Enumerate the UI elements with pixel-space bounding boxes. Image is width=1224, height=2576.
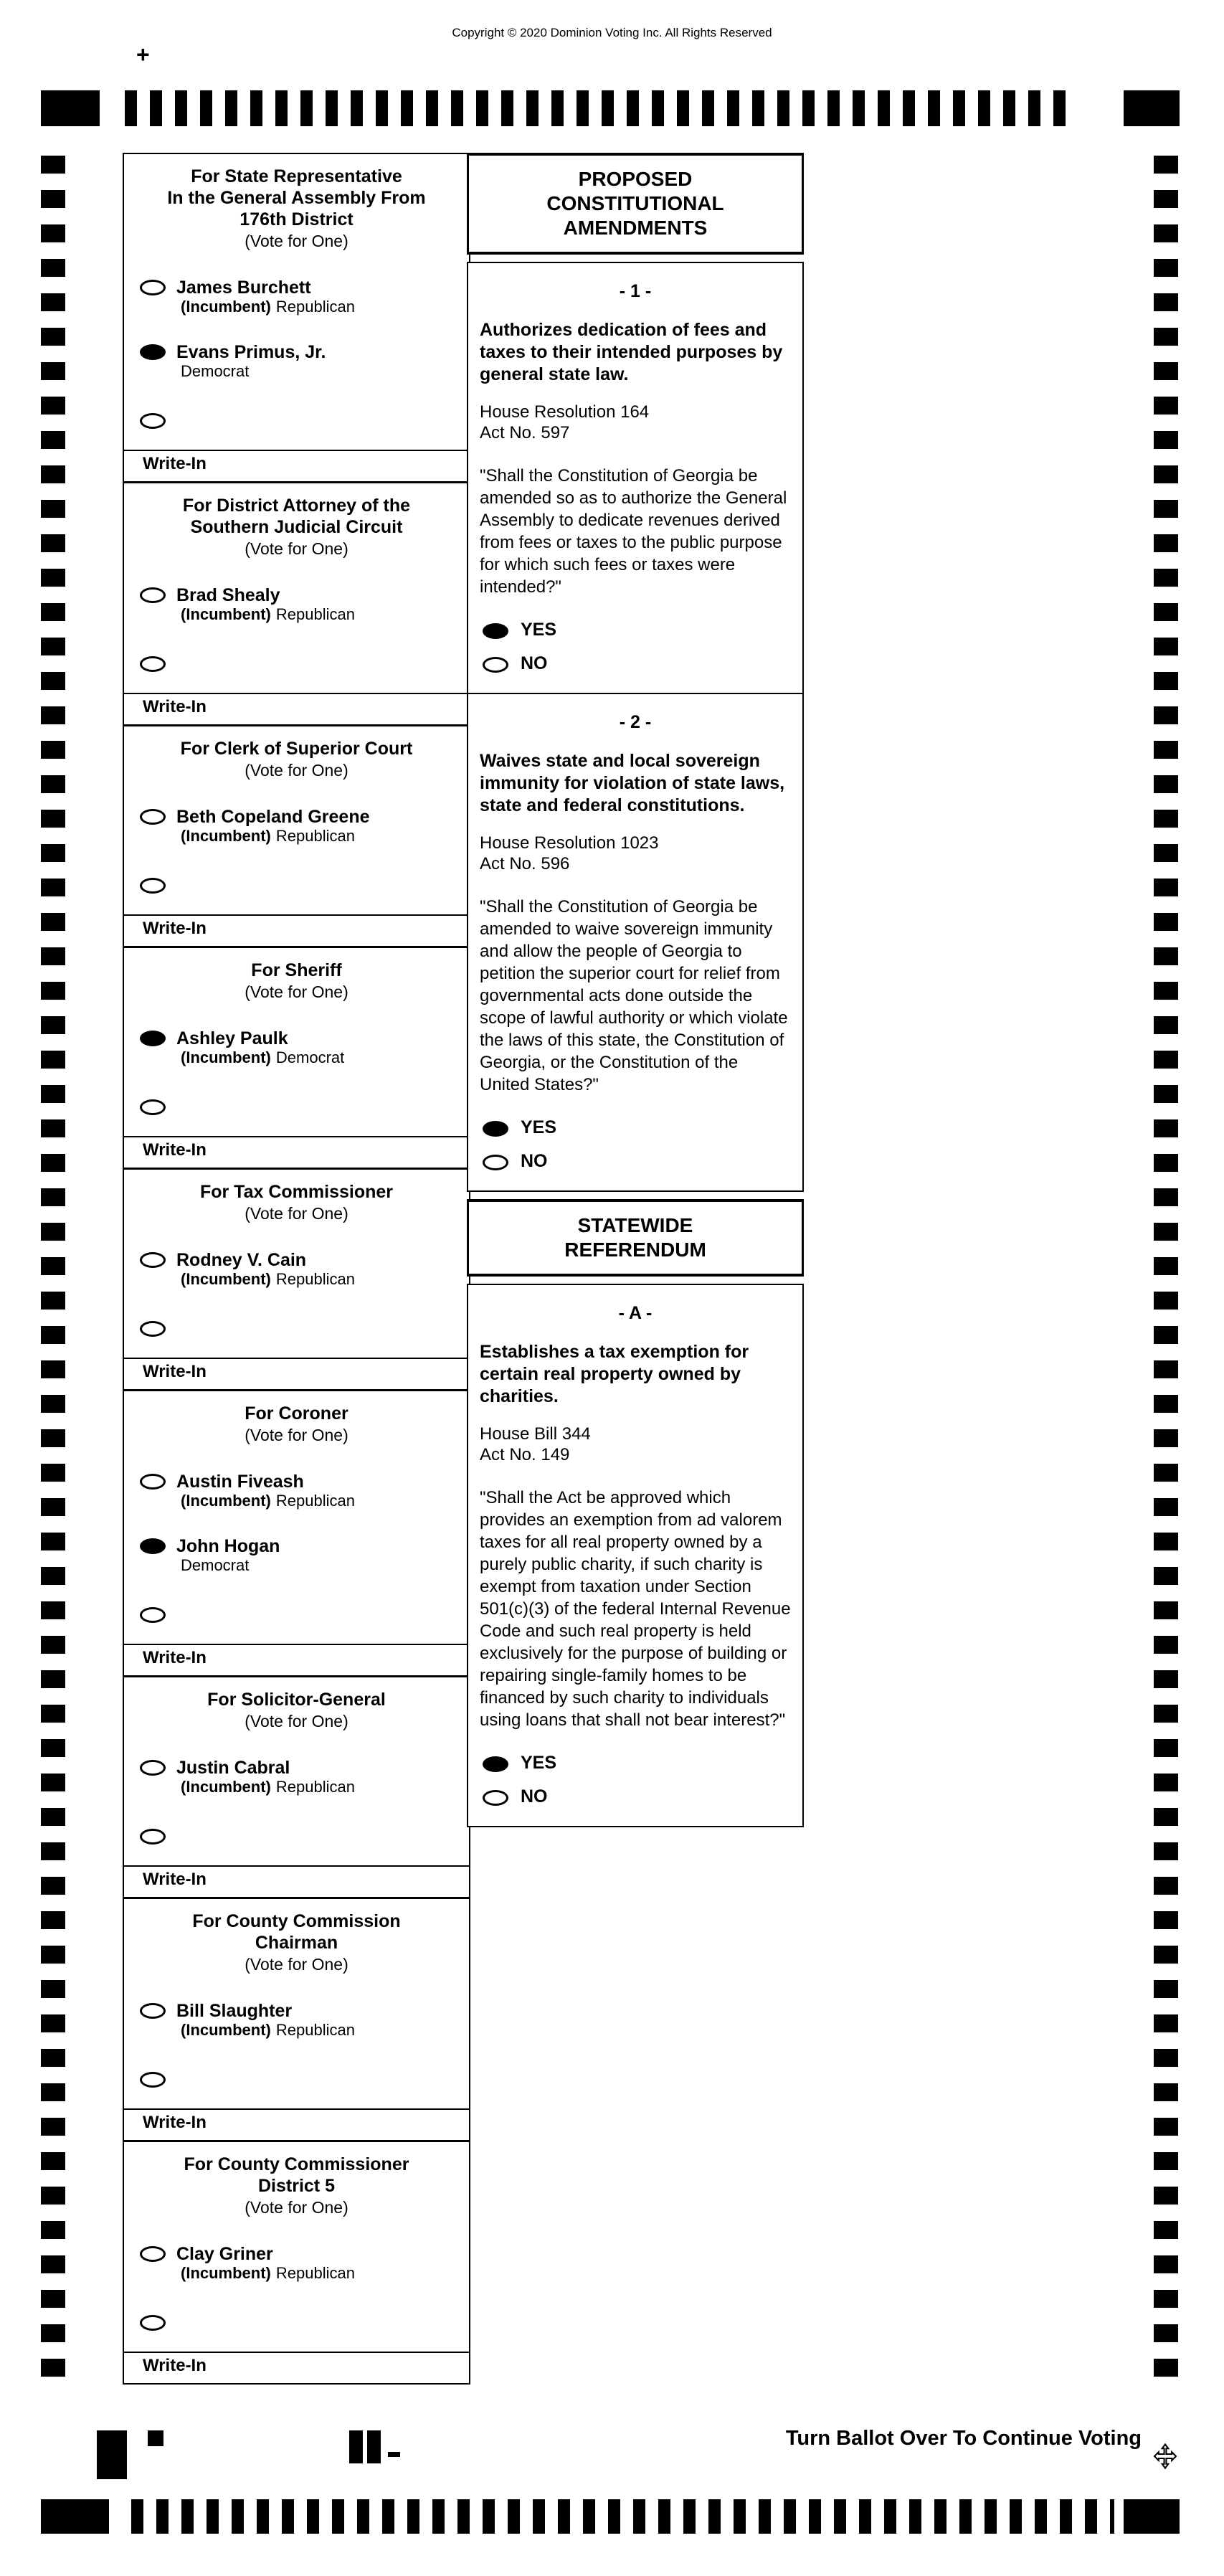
yes-label: YES bbox=[521, 1117, 557, 1137]
orientation-mark-bar bbox=[349, 2430, 363, 2463]
write-in-option[interactable] bbox=[140, 1827, 456, 1847]
candidate-evans-primus-jr[interactable] bbox=[140, 342, 456, 381]
vote-bubble[interactable] bbox=[140, 1099, 166, 1115]
measure-summary: Waives state and local sovereign immunity for violation of state laws, state and federal constitutions. bbox=[480, 751, 785, 815]
referendum-header: STATEWIDE REFERENDUM bbox=[467, 1199, 804, 1277]
candidate-clay-griner[interactable] bbox=[140, 2244, 456, 2283]
no-option[interactable] bbox=[480, 1151, 791, 1172]
amendments-box bbox=[467, 262, 804, 1192]
yes-option[interactable] bbox=[480, 620, 791, 640]
amendment-2-section bbox=[468, 694, 802, 1190]
write-in-label: Write-In bbox=[143, 919, 207, 938]
contest-title: For County Commissioner District 5 bbox=[184, 2154, 409, 2196]
orientation-mark-bar bbox=[367, 2430, 381, 2463]
candidate-brad-shealy[interactable] bbox=[140, 585, 456, 624]
orientation-mark-square bbox=[148, 2430, 163, 2446]
vote-bubble[interactable] bbox=[140, 1607, 166, 1623]
yes-option[interactable] bbox=[480, 1117, 791, 1138]
vote-bubble[interactable] bbox=[140, 1321, 166, 1337]
timing-marks-right bbox=[1154, 156, 1178, 2377]
contest-title: For District Attorney of the Southern Judicial Circuit bbox=[182, 496, 411, 537]
timing-mark-block-top-right bbox=[1124, 90, 1180, 126]
candidate-name: Brad Shealy bbox=[176, 585, 280, 605]
vote-for-instruction: (Vote for One) bbox=[245, 2198, 348, 2217]
candidate-austin-fiveash[interactable] bbox=[140, 1472, 456, 1510]
vote-bubble[interactable] bbox=[140, 2315, 166, 2331]
measure-summary: Establishes a tax exemption for certain real property owned by charities. bbox=[480, 1342, 749, 1406]
measure-summary: Authorizes dedication of fees and taxes to their intended purposes by general state law. bbox=[480, 320, 783, 384]
contest-title: For Clerk of Superior Court bbox=[180, 739, 413, 759]
vote-for-instruction: (Vote for One) bbox=[245, 1712, 348, 1730]
no-option[interactable] bbox=[480, 1786, 791, 1807]
yes-label: YES bbox=[521, 1753, 557, 1773]
vote-bubble[interactable] bbox=[140, 656, 166, 672]
candidate-party: (Incumbent) Democrat bbox=[181, 1048, 345, 1066]
measure-reference: Act No. 596 bbox=[480, 854, 570, 873]
write-in-label: Write-In bbox=[143, 454, 207, 473]
write-in-option[interactable] bbox=[140, 2070, 456, 2090]
candidate-rodney-v-cain[interactable] bbox=[140, 1250, 456, 1289]
contest-clerk-superior-court bbox=[124, 726, 469, 948]
candidate-party: (Incumbent) Republican bbox=[181, 1492, 355, 1510]
candidate-party: (Incumbent) Republican bbox=[181, 2264, 355, 2282]
orientation-mark-dash bbox=[388, 2452, 400, 2457]
orientation-mark-bar bbox=[97, 2430, 127, 2479]
candidate-name: Beth Copeland Greene bbox=[176, 807, 370, 827]
amendments-header: PROPOSED CONSTITUTIONAL AMENDMENTS bbox=[467, 153, 804, 255]
candidate-party: (Incumbent) Republican bbox=[181, 605, 355, 623]
yes-option[interactable] bbox=[480, 1753, 791, 1774]
candidate-party: (Incumbent) Republican bbox=[181, 1270, 355, 1288]
no-label: NO bbox=[521, 1151, 548, 1171]
contest-title: For Coroner bbox=[245, 1403, 348, 1424]
candidate-party: Democrat bbox=[181, 1556, 250, 1574]
timing-mark-block-top-left bbox=[41, 90, 100, 126]
vote-bubble[interactable] bbox=[140, 809, 166, 825]
vote-bubble[interactable] bbox=[140, 2246, 166, 2262]
candidate-name: Rodney V. Cain bbox=[176, 1250, 307, 1270]
vote-bubble[interactable] bbox=[140, 344, 166, 360]
candidate-party: (Incumbent) Republican bbox=[181, 298, 355, 316]
measure-number: - A - bbox=[618, 1303, 653, 1323]
candidate-beth-copeland-greene[interactable] bbox=[140, 807, 456, 846]
vote-bubble[interactable] bbox=[140, 1760, 166, 1776]
measure-reference: House Bill 344 bbox=[480, 1424, 591, 1444]
yes-label: YES bbox=[521, 620, 557, 640]
candidate-party: Democrat bbox=[181, 362, 250, 380]
vote-bubble[interactable] bbox=[140, 878, 166, 894]
contest-solicitor-general bbox=[124, 1677, 469, 1899]
measures-column bbox=[467, 153, 804, 1834]
timing-marks-left bbox=[41, 156, 65, 2377]
copyright-line: Copyright © 2020 Dominion Voting Inc. All Rights Reserved bbox=[452, 26, 772, 39]
measure-reference: House Resolution 1023 bbox=[480, 833, 659, 853]
contest-title: For Sheriff bbox=[251, 960, 342, 980]
yes-bubble[interactable] bbox=[483, 1121, 508, 1137]
candidate-party: (Incumbent) Republican bbox=[181, 827, 355, 845]
vote-bubble[interactable] bbox=[140, 280, 166, 295]
move-crosshair-icon bbox=[1152, 2443, 1179, 2473]
write-in-option[interactable] bbox=[140, 876, 456, 896]
measure-question: "Shall the Constitution of Georgia be amended so as to authorize the General Assembly to dedicate revenues derived from fees or taxes to the public purpose for which such fees or taxes were intended?" bbox=[480, 466, 787, 597]
vote-bubble[interactable] bbox=[140, 1031, 166, 1046]
vote-bubble[interactable] bbox=[140, 1829, 166, 1845]
contest-coroner bbox=[124, 1391, 469, 1677]
vote-for-instruction: (Vote for One) bbox=[245, 1204, 348, 1223]
candidate-name: Clay Griner bbox=[176, 2244, 273, 2264]
candidate-party: (Incumbent) Republican bbox=[181, 1778, 355, 1796]
write-in-option[interactable] bbox=[140, 1319, 456, 1339]
vote-for-instruction: (Vote for One) bbox=[245, 232, 348, 250]
candidate-name: James Burchett bbox=[176, 278, 311, 298]
write-in-label: Write-In bbox=[143, 2356, 207, 2375]
timing-mark-block-bottom-right bbox=[1124, 2499, 1180, 2534]
contest-county-commissioner-district-5 bbox=[124, 2142, 469, 2383]
candidate-name: Evans Primus, Jr. bbox=[176, 342, 326, 362]
write-in-option[interactable] bbox=[140, 411, 456, 431]
no-label: NO bbox=[521, 653, 548, 673]
timing-marks-top bbox=[125, 90, 1076, 126]
measure-number: - 1 - bbox=[619, 281, 652, 301]
vote-bubble[interactable] bbox=[140, 1474, 166, 1490]
vote-for-instruction: (Vote for One) bbox=[245, 982, 348, 1001]
candidate-ashley-paulk[interactable] bbox=[140, 1028, 456, 1067]
contest-title: For County Commission Chairman bbox=[192, 1911, 401, 1953]
amendment-1-section bbox=[468, 263, 802, 694]
vote-bubble[interactable] bbox=[140, 2072, 166, 2088]
timing-mark-block-bottom-left bbox=[41, 2499, 109, 2534]
candidate-james-burchett[interactable] bbox=[140, 278, 456, 316]
contest-state-representative bbox=[124, 154, 469, 483]
vote-bubble[interactable] bbox=[140, 1538, 166, 1554]
contest-sheriff bbox=[124, 948, 469, 1170]
no-bubble[interactable] bbox=[483, 657, 508, 673]
turn-ballot-over-text: Turn Ballot Over To Continue Voting bbox=[785, 2427, 1142, 2450]
write-in-option[interactable] bbox=[140, 1097, 456, 1117]
contest-title: For Tax Commissioner bbox=[199, 1182, 394, 1202]
vote-for-instruction: (Vote for One) bbox=[245, 761, 348, 780]
candidate-name: Justin Cabral bbox=[176, 1758, 290, 1778]
referendum-a-section bbox=[468, 1285, 802, 1826]
yes-bubble[interactable] bbox=[483, 1756, 508, 1772]
yes-bubble[interactable] bbox=[483, 623, 508, 639]
candidate-name: Bill Slaughter bbox=[176, 2001, 293, 2021]
vote-for-instruction: (Vote for One) bbox=[245, 539, 348, 558]
referendum-box bbox=[467, 1284, 804, 1827]
candidate-name: John Hogan bbox=[176, 1536, 280, 1556]
vote-bubble[interactable] bbox=[140, 587, 166, 603]
contest-district-attorney bbox=[124, 483, 469, 726]
write-in-option[interactable] bbox=[140, 1605, 456, 1625]
measure-reference: House Resolution 164 bbox=[480, 402, 650, 422]
no-label: NO bbox=[521, 1786, 548, 1806]
contest-county-commission-chairman bbox=[124, 1899, 469, 2142]
measure-reference: Act No. 597 bbox=[480, 423, 570, 442]
vote-for-instruction: (Vote for One) bbox=[245, 1426, 348, 1444]
candidate-name: Ashley Paulk bbox=[176, 1028, 288, 1048]
write-in-label: Write-In bbox=[143, 2113, 207, 2132]
contests-column bbox=[123, 153, 470, 2385]
contest-tax-commissioner bbox=[124, 1170, 469, 1391]
measure-reference: Act No. 149 bbox=[480, 1445, 570, 1464]
candidate-john-hogan[interactable] bbox=[140, 1536, 456, 1575]
candidate-party: (Incumbent) Republican bbox=[181, 2021, 355, 2039]
timing-marks-bottom bbox=[131, 2499, 1114, 2534]
no-bubble[interactable] bbox=[483, 1155, 508, 1170]
write-in-label: Write-In bbox=[143, 1648, 207, 1667]
measure-number: - 2 - bbox=[619, 712, 652, 732]
vote-for-instruction: (Vote for One) bbox=[245, 1955, 348, 1974]
candidate-justin-cabral[interactable] bbox=[140, 1758, 456, 1796]
vote-bubble[interactable] bbox=[140, 1252, 166, 1268]
candidate-name: Austin Fiveash bbox=[176, 1472, 304, 1492]
write-in-label: Write-In bbox=[143, 697, 207, 716]
write-in-label: Write-In bbox=[143, 1870, 207, 1889]
measure-question: "Shall the Constitution of Georgia be amended to waive sovereign immunity and allow the people of Georgia to petition the superior court for relief from governmental acts done outside the scope of lawful authority or which violate the laws of this state, the Constitution of Georgia, or the Constitution of the United States?" bbox=[480, 897, 788, 1094]
write-in-label: Write-In bbox=[143, 1140, 207, 1160]
vote-bubble[interactable] bbox=[140, 413, 166, 429]
no-option[interactable] bbox=[480, 653, 791, 674]
no-bubble[interactable] bbox=[483, 1790, 508, 1806]
candidate-bill-slaughter[interactable] bbox=[140, 2001, 456, 2040]
write-in-option[interactable] bbox=[140, 2313, 456, 2333]
registration-plus-mark: + bbox=[136, 42, 150, 67]
vote-bubble[interactable] bbox=[140, 2003, 166, 2019]
write-in-option[interactable] bbox=[140, 654, 456, 674]
measure-question: "Shall the Act be approved which provides an exemption from ad valorem taxes for all real property owned by a purely public charity, if such charity is exempt from taxation under Section 501(c)(3) of the federal Internal Revenue Code and such real property is held exclusively for the purpose of building or repairing single-family homes to be financed by such charity to individuals using loans that shall not bear interest?" bbox=[480, 1488, 791, 1730]
contest-title: For State Representative In the General Assembly From 176th District bbox=[167, 166, 426, 229]
write-in-label: Write-In bbox=[143, 1362, 207, 1381]
contest-title: For Solicitor-General bbox=[207, 1690, 386, 1710]
